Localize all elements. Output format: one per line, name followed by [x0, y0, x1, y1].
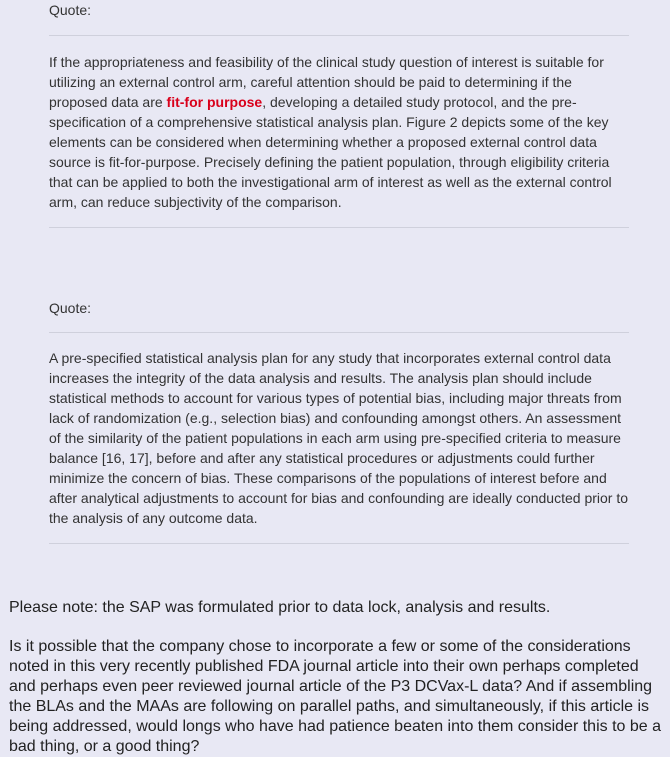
quote-divider	[49, 332, 629, 333]
post-note: Please note: the SAP was formulated prior to data lock, analysis and results.	[9, 599, 551, 616]
quote-text	[49, 52, 629, 212]
quote-label: Quote:	[49, 300, 92, 316]
quote-text-before: If the appropriateness and feasibility of the clinical study question of interest is suitable for utilizing an external control arm, careful attention should be paid to determining if the proposed data are	[49, 54, 604, 110]
quote-text: A pre-specified statistical analysis plan for any study that incorporates external control data increases the integrity of the data analysis and results. The analysis plan should include statistical methods to account for various types of potential bias, including major threats from lack of randomization (e.g., selection bias) and confounding amongst others. An assessment of the similarity of the patient populations in each arm using pre-specified criteria to measure balance [16, 17], before and after any statistical procedures or adjustments could further minimize the concern of bias. These comparisons of the populations of interest before and after analytical adjustments to account for bias and confounding are ideally conducted prior to the analysis of any outcome data.	[49, 350, 629, 526]
quote-label: Quote:	[49, 2, 92, 18]
post-question: Is it possible that the company chose to incorporate a few or some of the considerations noted in this very recently published FDA journal article into their own perhaps completed and perhaps even peer reviewed journal article of the P3 DCVax-L data? And if assembling the BLAs and the MAAs are following on parallel paths, and simultaneously, if this article is being addressed, would longs who have had patience beaten into them consider this to be a bad thing, or a good thing?	[9, 638, 661, 755]
fit-for-purpose-highlight: fit-for purpose	[166, 94, 263, 110]
quote-block-1	[49, 0, 629, 228]
quote-text-after: , developing a detailed study protocol, and the pre-specification of a comprehensive statistical analysis plan. Figure 2 depicts some of the key elements can be considered when determining whether a proposed external control data source is fit-for-purpose. Precisely defining the patient population, through eligibility criteria that can be applied to both the investigational arm of interest as well as the external control arm, can reduce subjectivity of the comparison.	[49, 94, 612, 210]
quote-divider	[49, 35, 629, 36]
quote-block-2	[49, 298, 629, 544]
quote-divider	[49, 227, 629, 228]
quote-divider	[49, 543, 629, 544]
